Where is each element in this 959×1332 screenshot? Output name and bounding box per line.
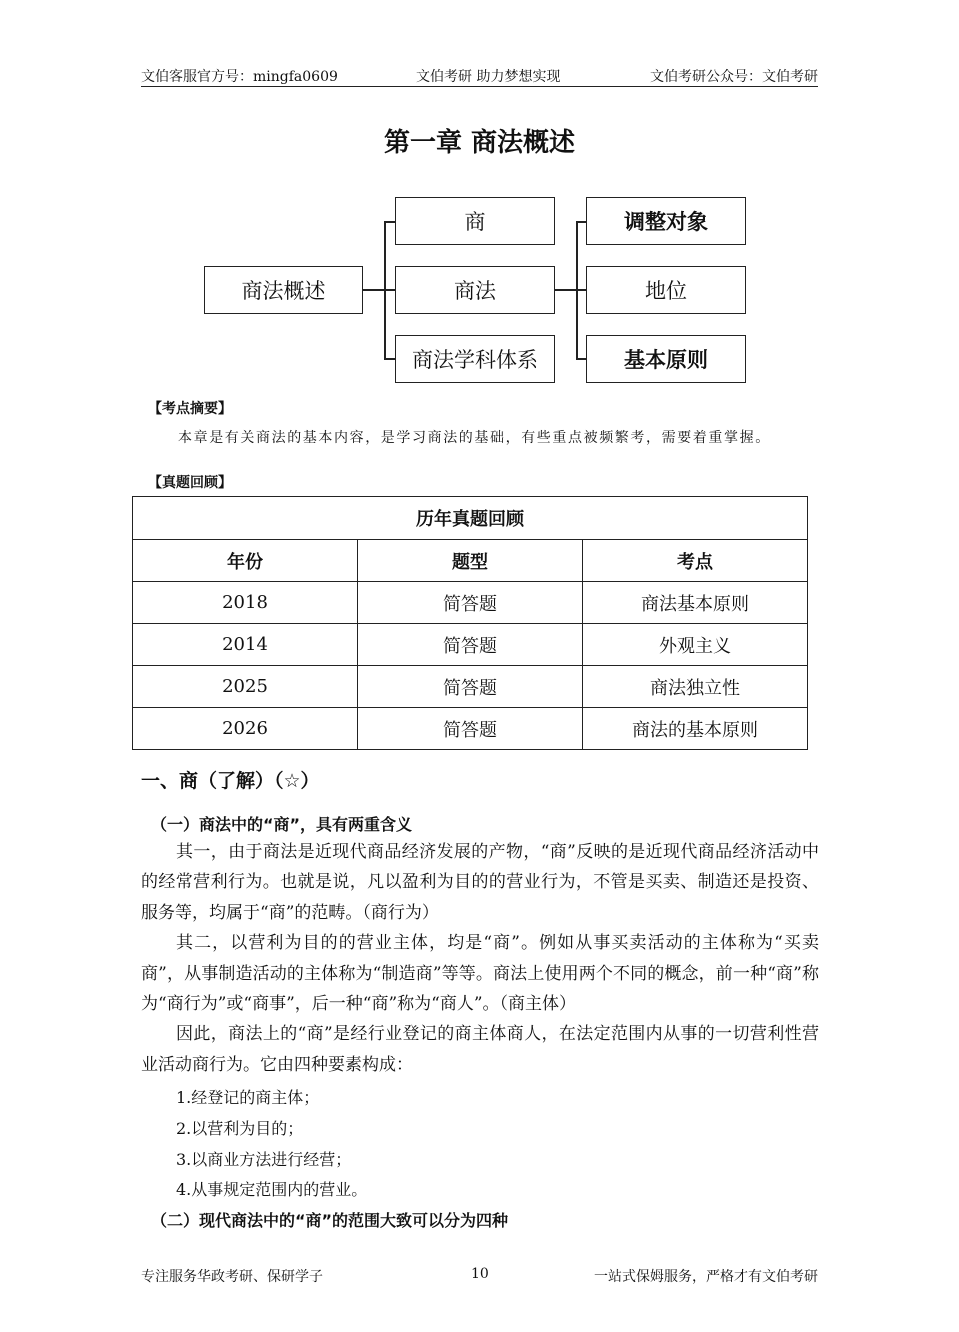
body-paragraph: 其二，以营利为目的的营业主体，均是“商”。例如从事买卖活动的主体称为“买卖商”，从事制造活动的主体称为“制造商”等等。商法上使用两个不同的概念，前一种“商”称为“商行为”或“商事”，后一种“商”称为“商人”。（商主体） [141, 933, 819, 1015]
table-row [133, 582, 808, 624]
table-cell-type: 简答题 [358, 666, 583, 708]
table-cell-year: 2014 [133, 624, 358, 666]
connector-line [576, 221, 586, 223]
table-row [133, 624, 808, 666]
body-paragraph: 因此，商法上的“商”是经行业登记的商主体商人，在法定范围内从事的一切营利性营业活动商行为。它由四种要素构成： [141, 1024, 819, 1075]
table-cell-year: 2026 [133, 708, 358, 750]
list-item: 1.经登记的商主体； [176, 1088, 320, 1107]
diagram-node-shangfa: 商法 [395, 266, 555, 314]
header-right: 文伯考研公众号：文伯考研 [650, 69, 818, 85]
diagram-root: 商法概述 [204, 266, 363, 314]
table-cell-topic: 商法独立性 [583, 666, 808, 708]
connector-line [384, 221, 395, 223]
subsection-title: （一）商法中的“商”，具有两重含义 [151, 815, 413, 834]
header-rule [141, 86, 818, 87]
connector-line [555, 289, 577, 291]
connector-line [576, 358, 586, 360]
table-cell-type: 简答题 [358, 708, 583, 750]
diagram-node-discipline: 商法学科体系 [395, 335, 555, 383]
section-body [141, 837, 819, 1080]
connector-line [384, 358, 395, 360]
connector-line [363, 289, 385, 291]
page-number: 10 [471, 1266, 489, 1282]
footer-left: 专注服务华政考研、保研学子 [141, 1269, 323, 1285]
table-cell-topic: 商法基本原则 [583, 582, 808, 624]
body-paragraph: 其一，由于商法是近现代商品经济发展的产物，“商”反映的是近现代商品经济活动中的经常营利行为。也就是说，凡以盈利为目的的营业行为，不管是买卖、制造还是投资、服务等，均属于“商”的范畴。（商行为） [141, 842, 819, 923]
table-row [133, 666, 808, 708]
table-header-topic: 考点 [583, 540, 808, 582]
section-title: 一、商（了解）（☆） [141, 770, 320, 792]
connector-line [576, 289, 586, 291]
summary-tag: 【考点摘要】 [148, 401, 232, 417]
table-cell-year: 2025 [133, 666, 358, 708]
table-row [133, 708, 808, 750]
table-caption: 历年真题回顾 [133, 497, 808, 540]
table-cell-topic: 外观主义 [583, 624, 808, 666]
chapter-title: 第一章 商法概述 [383, 128, 576, 158]
table-cell-year: 2018 [133, 582, 358, 624]
table-cell-topic: 商法的基本原则 [583, 708, 808, 750]
summary-text: 本章是有关商法的基本内容，是学习商法的基础，有些重点被频繁考，需要着重掌握。 [178, 430, 771, 446]
list-item: 2.以营利为目的； [176, 1119, 304, 1138]
table-cell-type: 简答题 [358, 624, 583, 666]
list-item: 4.从事规定范围内的营业。 [176, 1180, 368, 1199]
exam-review-table [132, 496, 808, 750]
diagram-node-status: 地位 [586, 266, 746, 314]
diagram-node-shang: 商 [395, 197, 555, 245]
footer-right: 一站式保姆服务，严格才有文伯考研 [594, 1269, 818, 1285]
table-header-year: 年份 [133, 540, 358, 582]
list-item: 3.以商业方法进行经营； [176, 1150, 352, 1169]
diagram-node-principles: 基本原则 [586, 335, 746, 383]
header-left: 文伯客服官方号：mingfa0609 [141, 69, 338, 85]
subsection-title: （二）现代商法中的“商”的范围大致可以分为四种 [151, 1211, 509, 1230]
table-header-type: 题型 [358, 540, 583, 582]
table-cell-type: 简答题 [358, 582, 583, 624]
review-tag: 【真题回顾】 [148, 475, 232, 491]
diagram-node-object: 调整对象 [586, 197, 746, 245]
header-center: 文伯考研 助力梦想实现 [416, 69, 561, 85]
connector-line [384, 289, 395, 291]
